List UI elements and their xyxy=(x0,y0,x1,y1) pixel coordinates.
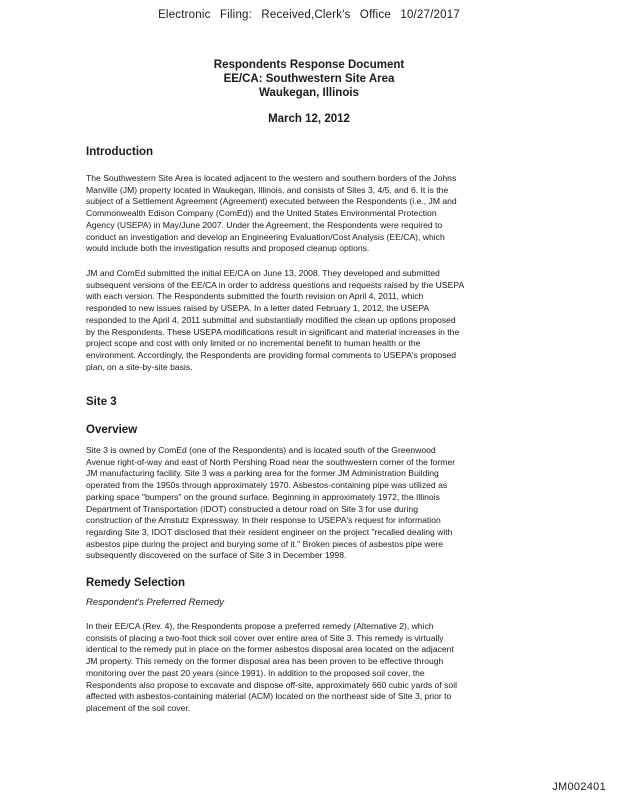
text-line: with each version. The Respondents submitted the fourth revision on April 4, 2011, which xyxy=(86,291,424,302)
text-line: construction of the Amstutz Expressway. In their response to USEPA's request for information xyxy=(86,515,441,526)
remedy-selection-heading: Remedy Selection xyxy=(86,577,186,589)
text-line: asbestos pipe during the project and burying some of it." Broken pieces of asbestos pipe were xyxy=(86,538,444,549)
text-line: monitoring over the past 20 years (since 1991). In addition to the proposed soil cover, the xyxy=(86,667,425,678)
text-line: Commonwealth Edison Company (ComEd)) and the United States Environmental Protection xyxy=(86,208,437,219)
text-line: identical to the remedy put in place on the former asbestos disposal area located on the adjacent xyxy=(86,644,454,655)
filing-stamp: Electronic Filing: Received,Clerk's Office 10/27/2017 xyxy=(158,9,460,21)
document-location: Waukegan, Illinois xyxy=(259,87,359,99)
text-line: Site 3 is owned by ComEd (one of the Respondents) and is located south of the Greenwood xyxy=(86,445,436,455)
site3-heading: Site 3 xyxy=(86,396,117,408)
document-title: Respondents Response Document xyxy=(213,59,405,71)
text-line: affected with asbestos-containing material (ACM) located on the northeast side of Site 3, prior to xyxy=(86,691,452,702)
text-line: Respondents also propose to excavate and dispose off-site, approximately 660 cubic yards of soil xyxy=(86,679,458,690)
document-subtitle: EE/CA: Southwestern Site Area xyxy=(223,73,395,85)
text-line: Department of Transportation (IDOT) constructed a detour road on Site 3 for use during xyxy=(86,503,418,514)
text-line: parking space "bumpers" on the ground surface. Beginning in approximately 1972, the Illinois xyxy=(86,491,440,502)
text-line: JM manufacturing facility. Site 3 was a parking area for the former JM Administration Building xyxy=(86,468,439,479)
introduction-heading: Introduction xyxy=(86,146,154,158)
text-line: The Southwestern Site Area is located adjacent to the western and southern borders of the Johns xyxy=(86,173,457,183)
text-line: In their EE/CA (Rev. 4), the Respondents propose a preferred remedy (Alternative 2), which xyxy=(86,621,434,631)
overview-heading: Overview xyxy=(86,424,138,436)
text-line: subject of a Settlement Agreement (Agreement) executed between the Respondents (i.e., JM and xyxy=(86,196,457,207)
text-line: operated from the 1950s through approximately 1970. Asbestos-containing pipe was utilized as xyxy=(86,480,448,491)
text-line: Avenue right-of-way and east of North Pershing Road near the southwestern corner of the former xyxy=(86,456,456,467)
text-line: subsequent versions of the EE/CA in order to address questions and requests raised by the USEPA xyxy=(86,279,465,290)
text-line: subsequently discovered on the surface of Site 3 in December 1998. xyxy=(86,550,347,561)
text-line: by the Respondents. These USEPA modifications result in significant and material increases in the xyxy=(86,326,460,337)
introduction-paragraph-2 xyxy=(86,268,536,373)
bates-number: JM002401 xyxy=(552,781,606,793)
text-line: plan, on a site-by-site basis. xyxy=(86,361,193,372)
overview-paragraph xyxy=(86,445,536,562)
text-line: Manville (JM) property located in Waukegan, Illinois, and consists of Sites 3, 4/5, and 6. It is the xyxy=(86,184,449,195)
text-line: would include both the investigation results and proposed cleanup options. xyxy=(86,243,370,254)
text-line: Agency (USEPA) in May/June 2007. Under the Agreement, the Respondents were required to xyxy=(86,219,443,230)
text-line: JM property. This remedy on the former disposal area has been proven to be effective through xyxy=(86,656,444,667)
text-line: responded to new issues raised by USEPA. In a letter dated February 1, 2012, the USEPA xyxy=(86,303,430,314)
text-line: placement of the soil cover. xyxy=(86,702,191,713)
text-line: JM and ComEd submitted the initial EE/CA on June 13, 2008. They developed and submitted xyxy=(86,268,440,278)
text-line: consists of placing a two-foot thick soil cover over entire area of Site 3. This remedy is virtually xyxy=(86,632,444,643)
text-line: responded to the April 4, 2011 submittal and substantially modified the clean up options proposed xyxy=(86,314,456,325)
text-line: environment. Accordingly, the Respondents are providing formal comments to USEPA's proposed xyxy=(86,349,457,360)
document-date: March 12, 2012 xyxy=(268,113,350,125)
preferred-remedy-subheading: Respondent's Preferred Remedy xyxy=(86,597,225,608)
remedy-paragraph xyxy=(86,621,536,715)
introduction-paragraph-1 xyxy=(86,173,536,255)
text-line: regarding Site 3, IDOT disclosed that their resident engineer on the project "recalled dealing with xyxy=(86,526,453,537)
text-line: conduct an investigation and develop an Engineering Evaluation/Cost Analysis (EE/CA), which xyxy=(86,231,445,242)
text-line: project scope and cost with only limited or no incremental benefit to human health or the xyxy=(86,338,421,349)
